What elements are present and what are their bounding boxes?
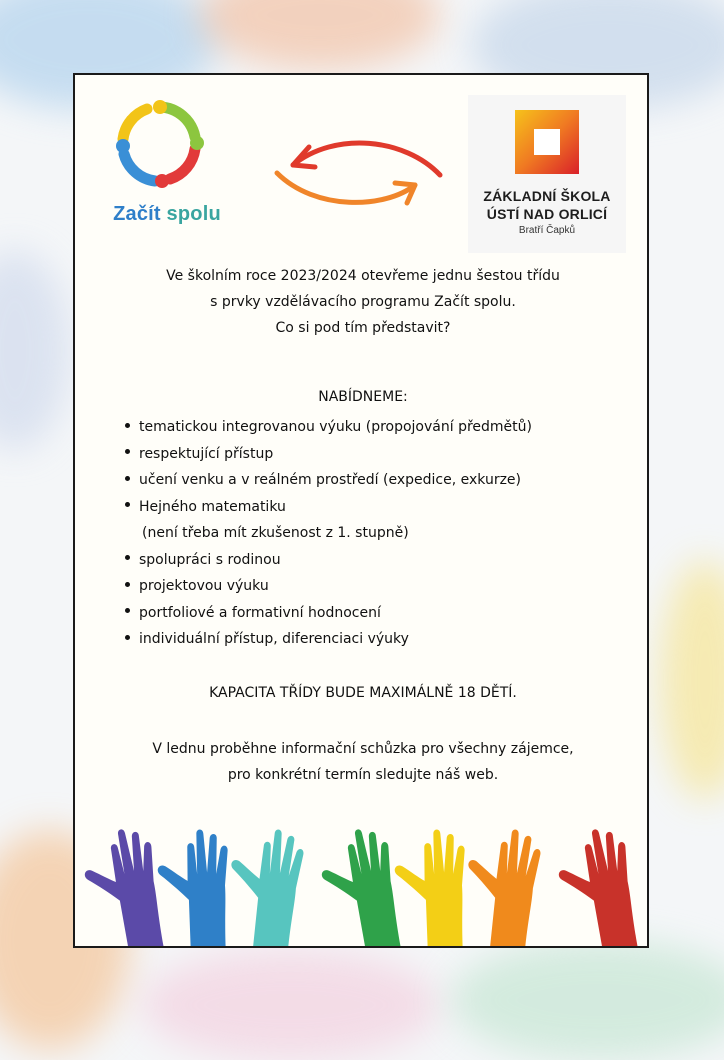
raised-hand [225, 826, 305, 946]
background-wash [200, 0, 440, 70]
raised-hand [77, 824, 174, 946]
school-name-line2: ÚSTÍ NAD ORLICÍ [486, 206, 608, 222]
meeting-line: pro konkrétní termín sledujte náš web. [227, 767, 499, 783]
school-name-line3: Bratří Čapků [518, 225, 576, 236]
raised-hand [392, 828, 472, 946]
offer-heading [75, 384, 649, 410]
list-item: projektovou výuku [125, 573, 532, 600]
background-wash [140, 950, 440, 1060]
bullet-icon [125, 423, 130, 428]
intro-line: Co si pod tím představit? [275, 320, 451, 336]
raised-hand [314, 824, 411, 946]
background-wash [450, 940, 724, 1060]
bullet-icon [125, 635, 130, 640]
bullet-icon [125, 449, 130, 454]
intro-paragraph [75, 263, 649, 341]
wordmark-part2: spolu [160, 203, 221, 225]
intro-line: s prvky vzdělávacího programu Začít spolu. [210, 294, 516, 310]
raised-hand [155, 828, 235, 946]
raised-hand [551, 824, 648, 946]
zacit-spolu-logo [97, 95, 221, 235]
meeting-line: V lednu proběhne informační schůzka pro všechny zájemce, [152, 741, 574, 757]
list-item: učení venku a v reálném prostředí (expedice, exkurze) [125, 467, 532, 494]
list-item: portfoliové a formativní hodnocení [125, 600, 532, 627]
bullet-icon [125, 476, 130, 481]
flyer-card [73, 73, 649, 948]
bullet-icon [125, 555, 130, 560]
background-wash [0, 250, 70, 450]
exchange-arrows-icon [265, 133, 455, 213]
raised-hands-illustration [75, 821, 649, 946]
offer-heading-text: NABÍDNEME: [318, 389, 408, 405]
offer-list [125, 414, 532, 653]
capacity-notice [75, 680, 649, 706]
bullet-icon [125, 582, 130, 587]
meeting-notice [75, 736, 649, 788]
zs-usti-logo [468, 95, 626, 253]
capacity-text: KAPACITA TŘÍDY BUDE MAXIMÁLNĚ 18 DĚTÍ. [209, 685, 517, 701]
list-item: spolupráci s rodinou [125, 547, 532, 574]
list-item: Hejného matematiku [125, 494, 532, 521]
list-item: tematickou integrovanou výuku (propojování předmětů) [125, 414, 532, 441]
zacit-spolu-wordmark [97, 203, 237, 226]
list-item: respektující přístup [125, 441, 532, 468]
bullet-icon [125, 502, 130, 507]
school-name-line1: ZÁKLADNÍ ŠKOLA [483, 188, 611, 204]
school-square-logo-icon [515, 110, 579, 174]
list-item-continuation: (není třeba mít zkušenost z 1. stupně) [142, 525, 409, 541]
bullet-icon [125, 608, 130, 613]
circle-of-people-icon [115, 99, 205, 189]
background-wash [660, 560, 724, 800]
list-item: individuální přístup, diferenciaci výuky [125, 626, 532, 653]
intro-line: Ve školním roce 2023/2024 otevřeme jednu šestou třídu [166, 268, 560, 284]
raised-hand [462, 826, 542, 946]
wordmark-part1: Začít [113, 203, 161, 225]
